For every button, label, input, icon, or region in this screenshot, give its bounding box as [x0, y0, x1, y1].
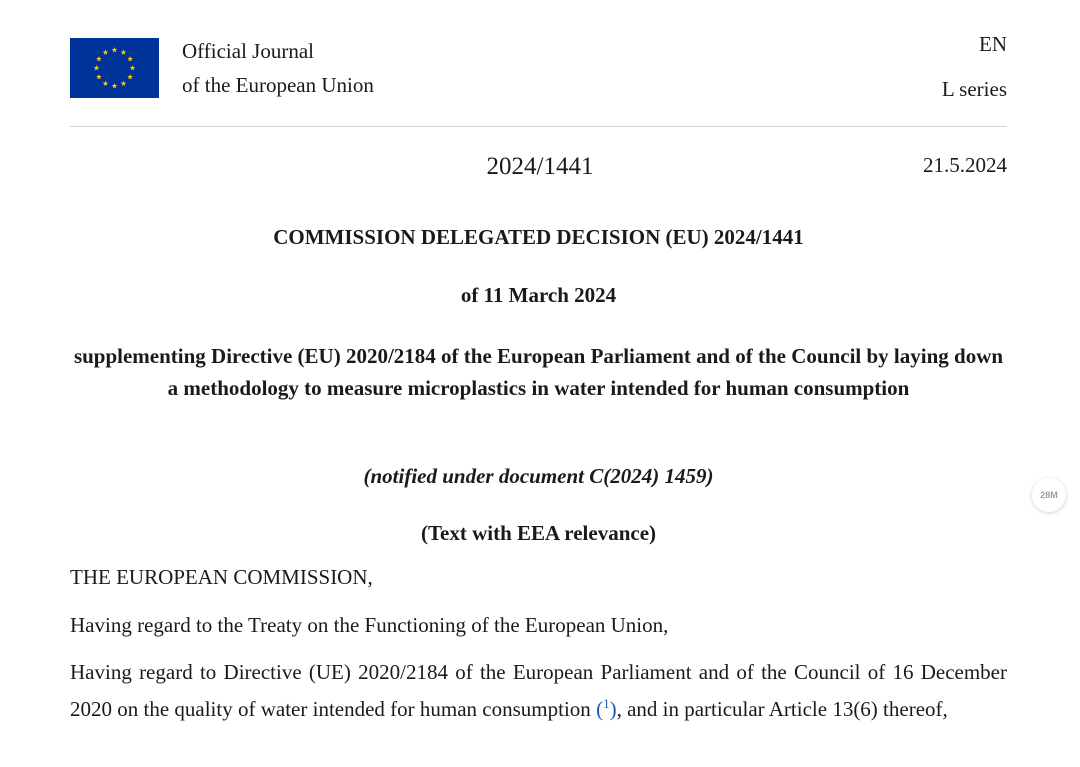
memory-badge[interactable]: 28M	[1032, 478, 1066, 512]
document-number: 2024/1441	[486, 153, 594, 180]
footnote-number: 1	[603, 696, 610, 711]
recital-directive	[70, 656, 1007, 725]
series-label: L series	[941, 77, 1007, 101]
footnote-link[interactable]	[596, 697, 617, 721]
journal-title-line2: of the European Union	[182, 73, 374, 97]
footnote-open: (	[596, 697, 604, 721]
eea-relevance: (Text with EEA relevance)	[420, 521, 657, 545]
language-code: EN	[979, 32, 1007, 56]
document-title: COMMISSION DELEGATED DECISION (EU) 2024/1441	[273, 225, 804, 249]
journal-title-line1: Official Journal	[182, 39, 314, 63]
eu-flag-icon	[70, 38, 159, 98]
notified-line: (notified under document C(2024) 1459)	[363, 464, 714, 488]
recital-directive-text-end: , and in particular Article 13(6) thereof,	[616, 697, 948, 721]
institution-line: THE EUROPEAN COMMISSION,	[70, 565, 373, 589]
document-date: 21.5.2024	[923, 153, 1007, 177]
footnote-close: )	[609, 697, 617, 721]
header-divider	[70, 126, 1007, 127]
recital-directive-text: Having regard to Directive (UE) 2020/2184 of the European Parliament and of the Council of 16 December 2020 on the quality of water intended for human consumption	[70, 660, 1007, 721]
journal-title	[182, 34, 374, 102]
recital-treaty: Having regard to the Treaty on the Functioning of the European Union,	[70, 613, 669, 637]
document-date-line: of 11 March 2024	[460, 283, 617, 307]
document-subject: supplementing Directive (EU) 2020/2184 of the European Parliament and of the Council by laying down a methodology to measure microplastics in water intended for human consumption	[73, 344, 1004, 400]
